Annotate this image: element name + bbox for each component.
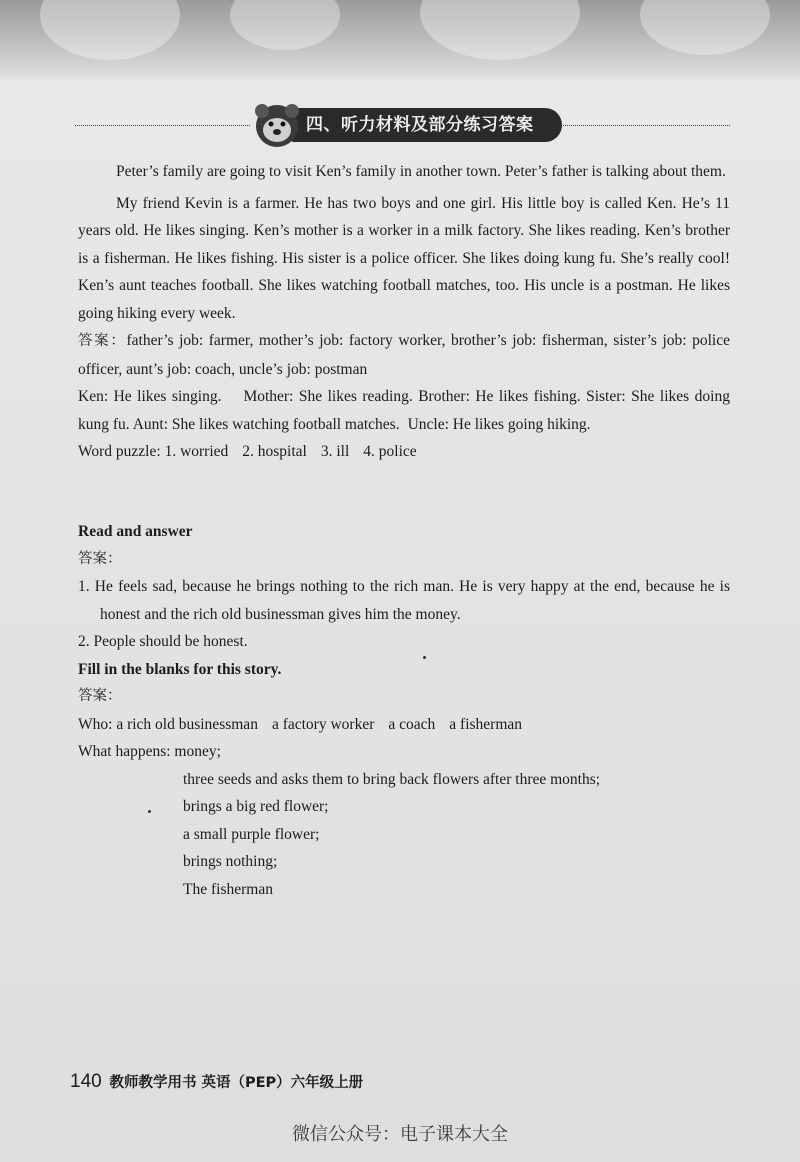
book-title: 教师教学用书 英语（PEP）六年级上册 <box>109 1075 364 1091</box>
who-item: a coach <box>388 715 436 733</box>
puzzle-item: 2. hospital <box>242 443 307 460</box>
who-item: a rich old businessman <box>116 715 258 733</box>
speck <box>423 656 426 659</box>
read-answer-heading: Read and answer <box>78 523 193 540</box>
listening-intro: Peter’s family are going to visit Ken’s family in another town. Peter’s father is talking about them. <box>116 163 726 180</box>
header-dotted-rule-right <box>560 125 730 126</box>
what-happens-label: What happens: <box>78 743 171 760</box>
bear-mascot-icon <box>252 102 302 148</box>
hobby-aunt: Aunt: She likes watching football matches. <box>132 415 400 433</box>
answer-label: 答案： <box>78 550 122 567</box>
watermark: 微信公众号：电子课本大全 <box>292 1124 508 1145</box>
hobby-uncle: Uncle: He likes going hiking. <box>407 415 591 433</box>
what-happens-item: three seeds and asks them to bring back flowers after three months; <box>183 770 601 788</box>
what-happens-item: money; <box>174 743 221 760</box>
section-title-banner <box>290 108 562 142</box>
who-item: a fisherman <box>449 715 523 733</box>
what-happens-item: brings a big red flower; <box>183 798 329 815</box>
decorative-header-band <box>0 0 800 80</box>
header-dotted-rule-left <box>75 125 250 126</box>
what-happens-answer <box>78 738 730 766</box>
who-item: a factory worker <box>271 715 375 733</box>
hobbies-answer <box>78 383 730 438</box>
page-footer <box>70 1071 363 1093</box>
puzzle-item: 3. ill <box>320 443 350 460</box>
hobby-brother-sister: Brother: He likes fishing. Sister: She likes doing kung fu. <box>78 388 730 433</box>
read-and-answer-section <box>78 518 730 903</box>
word-puzzle-answer <box>78 438 730 466</box>
listening-story: My friend Kevin is a farmer. He has two boys and one girl. His little boy is called Ken. He’s 11 years old. He likes singing. Ken’s mother is a worker in a milk factory. She likes reading. Ken’s brother is a fisherman. He likes fishing. His sister is a police officer. She likes doing kung fu. She’s really cool! Ken’s aunt teaches football. She likes watching football matches, too. His uncle is a postman. He likes going hiking every week. <box>78 194 730 322</box>
hobby-ken: Ken: He likes singing. <box>78 388 222 405</box>
who-answer <box>78 711 730 739</box>
read-answer-item-2: 2. People should be honest. <box>78 633 248 650</box>
answer-label: 答案： <box>78 333 127 349</box>
what-happens-item: The fisherman <box>183 880 273 898</box>
hobby-mother: Mother: She likes reading. <box>243 388 413 405</box>
who-label: Who: <box>78 715 113 733</box>
speck <box>148 810 151 813</box>
read-answer-item-1: 1. He feels sad, because he brings nothing to the rich man. He is very happy at the end, because he is honest and the rich old businessman gives him the money. <box>78 578 730 623</box>
puzzle-item: 4. police <box>363 443 417 460</box>
answer-label: 答案： <box>78 688 122 704</box>
word-puzzle-label: Word puzzle: <box>78 443 161 460</box>
answer-text: father’s job: farmer, mother’s job: factory worker, brother’s job: fisherman, sister’s job: police officer, aunt’s job: coach, uncle’s job: postman <box>78 332 730 378</box>
puzzle-item: 1. worried <box>164 443 229 460</box>
page-number: 140 <box>70 1071 102 1092</box>
what-happens-item: brings nothing; <box>183 853 278 870</box>
listening-section <box>78 158 730 466</box>
what-happens-item: a small purple flower; <box>183 825 320 843</box>
fill-blanks-heading: Fill in the blanks for this story. <box>78 660 282 678</box>
section-title: 四、听力材料及部分练习答案 <box>306 115 534 135</box>
listening-answer <box>78 327 730 383</box>
